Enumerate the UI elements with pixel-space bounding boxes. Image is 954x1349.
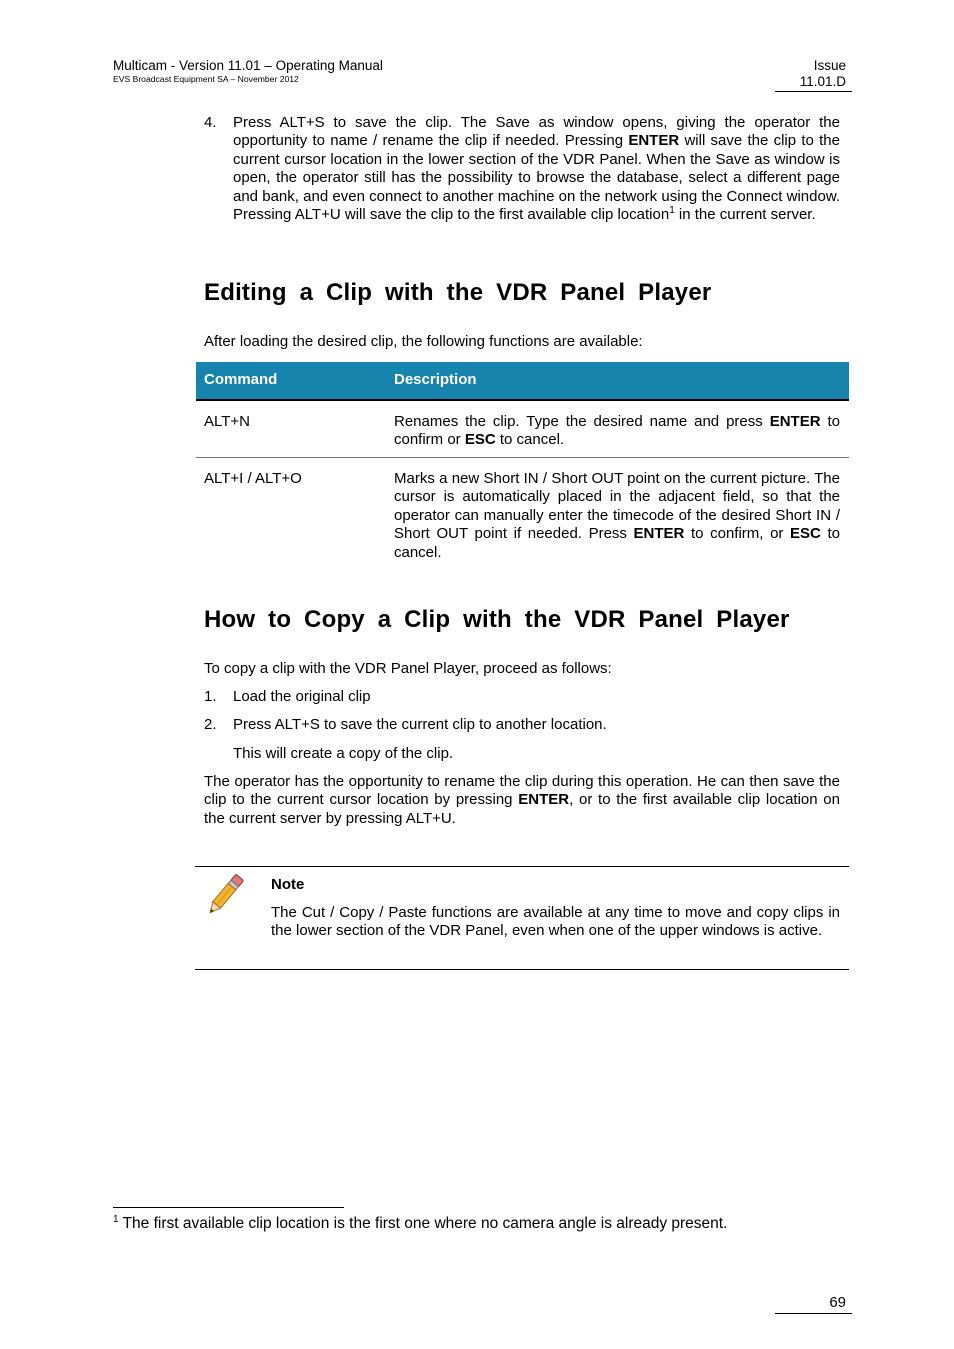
section-intro-editing: After loading the desired clip, the following functions are available:: [204, 333, 643, 350]
header-title: Multicam - Version 11.01 – Operating Manual: [113, 58, 383, 73]
table-header-command: Command: [204, 371, 278, 388]
table-cell-command: ALT+N: [204, 413, 250, 430]
step-2-text: Press ALT+S to save the current clip to another location.: [233, 716, 607, 733]
footnote-number: 1: [113, 1213, 119, 1225]
table-header-description: Description: [394, 371, 477, 388]
section-heading-editing: Editing a Clip with the VDR Panel Player: [204, 279, 712, 306]
header-subtitle: EVS Broadcast Equipment SA – November 2012: [113, 74, 299, 84]
pencil-icon: [204, 874, 246, 916]
section-intro-copy: To copy a clip with the VDR Panel Player, proceed as follows:: [204, 660, 612, 677]
page-number-rule: [775, 1313, 852, 1314]
commands-table: [196, 362, 849, 566]
section-heading-copy: How to Copy a Clip with the VDR Panel Player: [204, 606, 790, 633]
table-cell-description: Marks a new Short IN / Short OUT point on the current picture. The cursor is automatically placed in the adjacent field, so that the operator can manually enter the timecode of the desired Short IN / Short OUT point if needed. Press ENTER to confirm, or ESC to cancel.: [394, 470, 840, 561]
step-2-result: This will create a copy of the clip.: [233, 745, 454, 762]
table-cell-command: ALT+I / ALT+O: [204, 470, 302, 487]
step-1-number: 1.: [204, 688, 217, 705]
page-number: 69: [829, 1294, 846, 1311]
copy-paragraph: The operator has the opportunity to rename the clip during this operation. He can then save the clip to the current cursor location by pressing ENTER, or to the first available clip location on the current server by pressing ALT+U.: [204, 773, 840, 827]
step-1-text: Load the original clip: [233, 688, 371, 705]
footnote-text: The first available clip location is the first one where no camera angle is already present.: [118, 1215, 728, 1232]
note-text: The Cut / Copy / Paste functions are available at any time to move and copy clips in the lower section of the VDR Panel, even when one of the upper windows is active.: [271, 904, 840, 940]
header-issue-number: 11.01.D: [799, 74, 846, 89]
footnote: [113, 1214, 727, 1234]
table-cell-description: Renames the clip. Type the desired name and press ENTER to confirm or ESC to cancel.: [394, 413, 840, 449]
note-title: Note: [271, 876, 305, 893]
header-rule: [775, 91, 852, 92]
header-issue-label: Issue: [813, 58, 846, 73]
step-2-number: 2.: [204, 716, 217, 733]
table-row: [196, 401, 849, 458]
footnote-rule: [113, 1207, 344, 1208]
note-bottom-rule: [195, 969, 849, 970]
step-4-number: 4.: [204, 114, 217, 131]
table-header-row: [196, 362, 849, 401]
footnote-reference[interactable]: 1: [669, 205, 675, 217]
table-row: [196, 458, 849, 566]
step-4-text: Press ALT+S to save the clip. The Save as window opens, giving the operator the opportunity to name / rename the clip if needed. Pressing ENTER will save the clip to the current cursor location in the lower section of the VDR Panel. When the Save as window is open, the operator still has the possibility to browse the database, select a different page and bank, and even connect to another machine on the network using the Connect window. Pressing ALT+U will save the clip to the first available clip location$^1$ in the current server.: [233, 114, 840, 224]
note-top-rule: [195, 866, 849, 867]
